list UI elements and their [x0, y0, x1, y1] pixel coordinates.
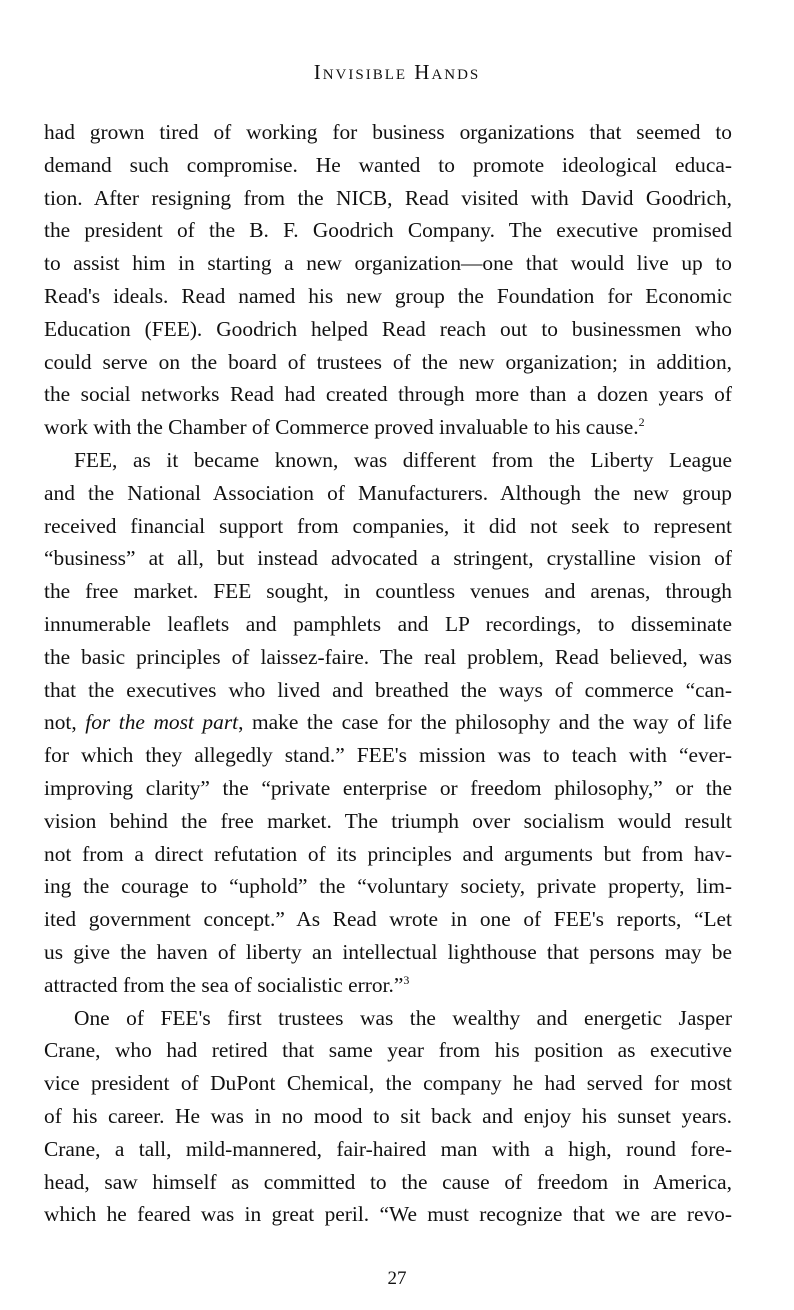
text-line: to assist him in starting a new organization—one that would live up to — [44, 251, 732, 276]
text-line-content: , make the case for the philosophy and the way of life — [238, 710, 733, 735]
footnote-marker[interactable]: 3 — [403, 972, 410, 987]
text-line: “business” at all, but instead advocated a stringent, crystalline vision of — [44, 546, 732, 571]
text-line: ing the courage to “uphold” the “voluntary society, private property, lim- — [44, 874, 732, 899]
text-line: the basic principles of laissez-faire. The real problem, Read believed, was — [44, 644, 732, 669]
text-line-content: attracted from the sea of socialistic error.” — [44, 972, 404, 997]
text-line-content: work with the Chamber of Commerce proved invaluable to his cause. — [44, 415, 639, 440]
text-line: One of FEE's first trustees was the wealthy and energetic Jasper — [74, 1005, 732, 1030]
text-line: the president of the B. F. Goodrich Company. The executive promised — [44, 218, 732, 243]
text-line: had grown tired of working for business organizations that seemed to — [44, 120, 732, 144]
text-line: vision behind the free market. The triumph over socialism would result — [44, 808, 732, 833]
text-line — [44, 969, 732, 1002]
body-text — [44, 116, 732, 1231]
text-line: not from a direct refutation of its principles and arguments but from hav- — [44, 841, 732, 866]
text-line: for which they allegedly stand.” FEE's mission was to teach with “ever- — [44, 743, 732, 768]
text-line: which he feared was in great peril. “We must recognize that we are revo- — [44, 1202, 732, 1227]
text-line: ited government concept.” As Read wrote in one of FEE's reports, “Let — [44, 907, 732, 932]
paragraph — [44, 1002, 732, 1232]
text-line: tion. After resigning from the NICB, Read visited with David Goodrich, — [44, 185, 732, 210]
text-line: FEE, as it became known, was different from the Liberty League — [74, 447, 732, 472]
text-line: improving clarity” the “private enterprise or freedom philosophy,” or the — [44, 775, 732, 800]
text-line: vice president of DuPont Chemical, the company he had served for most — [44, 1071, 732, 1096]
emphasis-text: for the most part — [85, 710, 239, 735]
text-line: head, saw himself as committed to the cause of freedom in America, — [44, 1169, 732, 1194]
text-line: received financial support from companies, it did not seek to represent — [44, 513, 732, 538]
text-line: Crane, a tall, mild-mannered, fair-haired man with a high, round fore- — [44, 1136, 732, 1161]
text-line-content: not, — [44, 710, 86, 735]
paragraph — [44, 116, 732, 444]
text-line: the social networks Read had created through more than a dozen years of — [44, 382, 732, 407]
text-line: could serve on the board of trustees of the new organization; in addition, — [44, 349, 732, 374]
paragraph — [44, 444, 732, 1002]
text-line: the free market. FEE sought, in countless venues and arenas, through — [44, 579, 732, 604]
text-line: Read's ideals. Read named his new group the Foundation for Economic — [44, 283, 732, 308]
text-line: us give the haven of liberty an intellectual lighthouse that persons may be — [44, 939, 732, 964]
text-line: of his career. He was in no mood to sit back and enjoy his sunset years. — [44, 1103, 732, 1128]
text-line: and the National Association of Manufacturers. Although the new group — [44, 480, 732, 505]
text-line: Crane, who had retired that same year from his position as executive — [44, 1038, 732, 1063]
footnote-marker[interactable]: 2 — [638, 415, 645, 430]
text-line: Education (FEE). Goodrich helped Read reach out to businessmen who — [44, 316, 732, 341]
running-head: Invisible Hands — [313, 60, 481, 84]
text-line — [44, 706, 732, 739]
text-line — [44, 411, 732, 444]
text-line: that the executives who lived and breathed the ways of commerce “can- — [44, 677, 732, 702]
text-line: demand such compromise. He wanted to promote ideological educa- — [44, 152, 732, 177]
page-number: 27 — [387, 1268, 407, 1289]
text-line: innumerable leaflets and pamphlets and LP recordings, to disseminate — [44, 611, 732, 636]
